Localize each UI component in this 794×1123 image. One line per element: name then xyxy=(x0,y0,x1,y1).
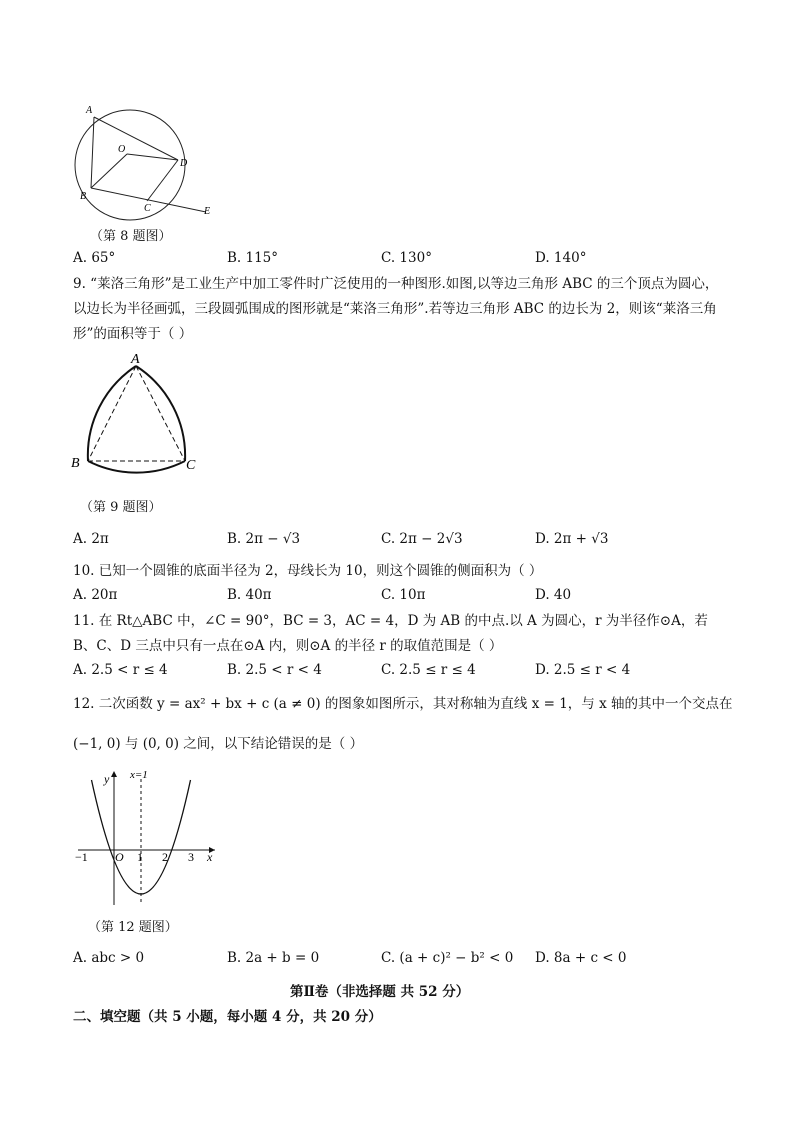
q8-option-c: C. 130° xyxy=(381,250,432,266)
q8-option-a: A. 65° xyxy=(73,250,116,266)
fig9-caption: （第 9 题图） xyxy=(80,500,162,515)
q9-line-3: 形”的面积等于（ ） xyxy=(73,326,193,342)
q10-option-c: C. 10π xyxy=(381,587,426,603)
q9-line-1: 9. “莱洛三角形”是工业生产中加工零件时广泛使用的一种图形.如图,以等边三角形 ABC 的三个顶点为圆心， xyxy=(73,276,719,292)
figure-8 xyxy=(70,100,230,225)
fig12-label-y: y xyxy=(104,772,110,786)
triangle-side-ab xyxy=(88,366,136,461)
q11-option-c: C. 2.5 ≤ r ≤ 4 xyxy=(381,662,476,678)
fig8-label-b: B xyxy=(80,191,87,202)
fig8-segment-ab xyxy=(91,117,94,188)
q9-option-c: C. 2π − 2√3 xyxy=(381,531,463,547)
figure-9 xyxy=(68,350,208,475)
triangle-side-ac xyxy=(136,366,185,461)
q10-text: 10. 已知一个圆锥的底面半径为 2，母线长为 10，则这个圆锥的侧面积为（ ） xyxy=(73,563,543,579)
q11-option-d: D. 2.5 ≤ r < 4 xyxy=(535,662,631,678)
fig12-label-origin: O xyxy=(115,850,124,864)
q12-line-2: (−1, 0) 与 (0, 0) 之间，以下结论错误的是（ ） xyxy=(73,736,364,752)
fig8-label-c: C xyxy=(144,203,151,214)
q11-line-1: 11. 在 Rt△ABC 中，∠C = 90°，BC = 3，AC = 4，D 为 AB 的中点.以 A 为圆心，r 为半径作⊙A，若 xyxy=(73,613,708,629)
fig12-label-x: x xyxy=(207,850,213,864)
q12-option-b: B. 2a + b = 0 xyxy=(227,950,320,966)
fig8-label-d: D xyxy=(180,158,188,169)
fig12-y-arrow-icon xyxy=(111,771,117,777)
fig12-tick-2: 2 xyxy=(162,850,168,864)
q9-line-2: 以边长为半径画弧，三段圆弧围成的图形就是“莱洛三角形”.若等边三角形 ABC 的边长为 2，则该“莱洛三角 xyxy=(73,301,717,317)
fig8-label-a: A xyxy=(86,105,93,116)
q8-option-b: B. 115° xyxy=(227,250,279,266)
fig8-label-o: O xyxy=(118,144,126,155)
fig12-tick-3: 3 xyxy=(188,850,194,864)
fig9-label-a: A xyxy=(131,352,140,367)
fig12-tick-1: 1 xyxy=(137,850,143,864)
figure-12 xyxy=(70,765,230,913)
q8-option-d: D. 140° xyxy=(535,250,587,266)
q10-option-d: D. 40 xyxy=(535,587,572,603)
q10-option-a: A. 20π xyxy=(73,587,118,603)
q12-option-c: C. (a + c)² − b² < 0 xyxy=(381,950,514,966)
reuleaux-arc-bc xyxy=(88,461,185,473)
fig12-tick-neg1: −1 xyxy=(75,850,88,864)
q11-line-2: B、C、D 三点中只有一点在⊙A 内，则⊙A 的半径 r 的取值范围是（ ） xyxy=(73,638,503,654)
fig8-segment-bo xyxy=(91,154,127,188)
section-2-title: 第Ⅱ卷（非选择题 共 52 分） xyxy=(290,984,470,1000)
q12-option-a: A. abc > 0 xyxy=(73,950,145,966)
fig8-caption: （第 8 题图） xyxy=(90,229,172,244)
q9-option-a: A. 2π xyxy=(73,531,109,547)
q12-line-1: 12. 二次函数 y = ax² + bx + c (a ≠ 0) 的图象如图所示，其对称轴为直线 x = 1，与 x 轴的其中一个交点在 xyxy=(73,696,733,712)
fig8-segment-od xyxy=(127,154,178,160)
q10-option-b: B. 40π xyxy=(227,587,272,603)
fig9-label-c: C xyxy=(186,458,196,473)
q9-option-d: D. 2π + √3 xyxy=(535,531,609,547)
q11-option-a: A. 2.5 < r ≤ 4 xyxy=(73,662,168,678)
fig12-label-axis: x=1 xyxy=(130,769,148,781)
q9-option-b: B. 2π − √3 xyxy=(227,531,301,547)
fig8-segment-cd xyxy=(147,160,178,201)
q11-option-b: B. 2.5 < r < 4 xyxy=(227,662,322,678)
q12-option-d: D. 8a + c < 0 xyxy=(535,950,627,966)
section-2-subtitle: 二、填空题（共 5 小题，每小题 4 分，共 20 分） xyxy=(73,1009,382,1025)
fig8-label-e: E xyxy=(204,206,211,217)
fig12-caption: （第 12 题图） xyxy=(88,920,178,935)
fig9-label-b: B xyxy=(71,456,80,471)
